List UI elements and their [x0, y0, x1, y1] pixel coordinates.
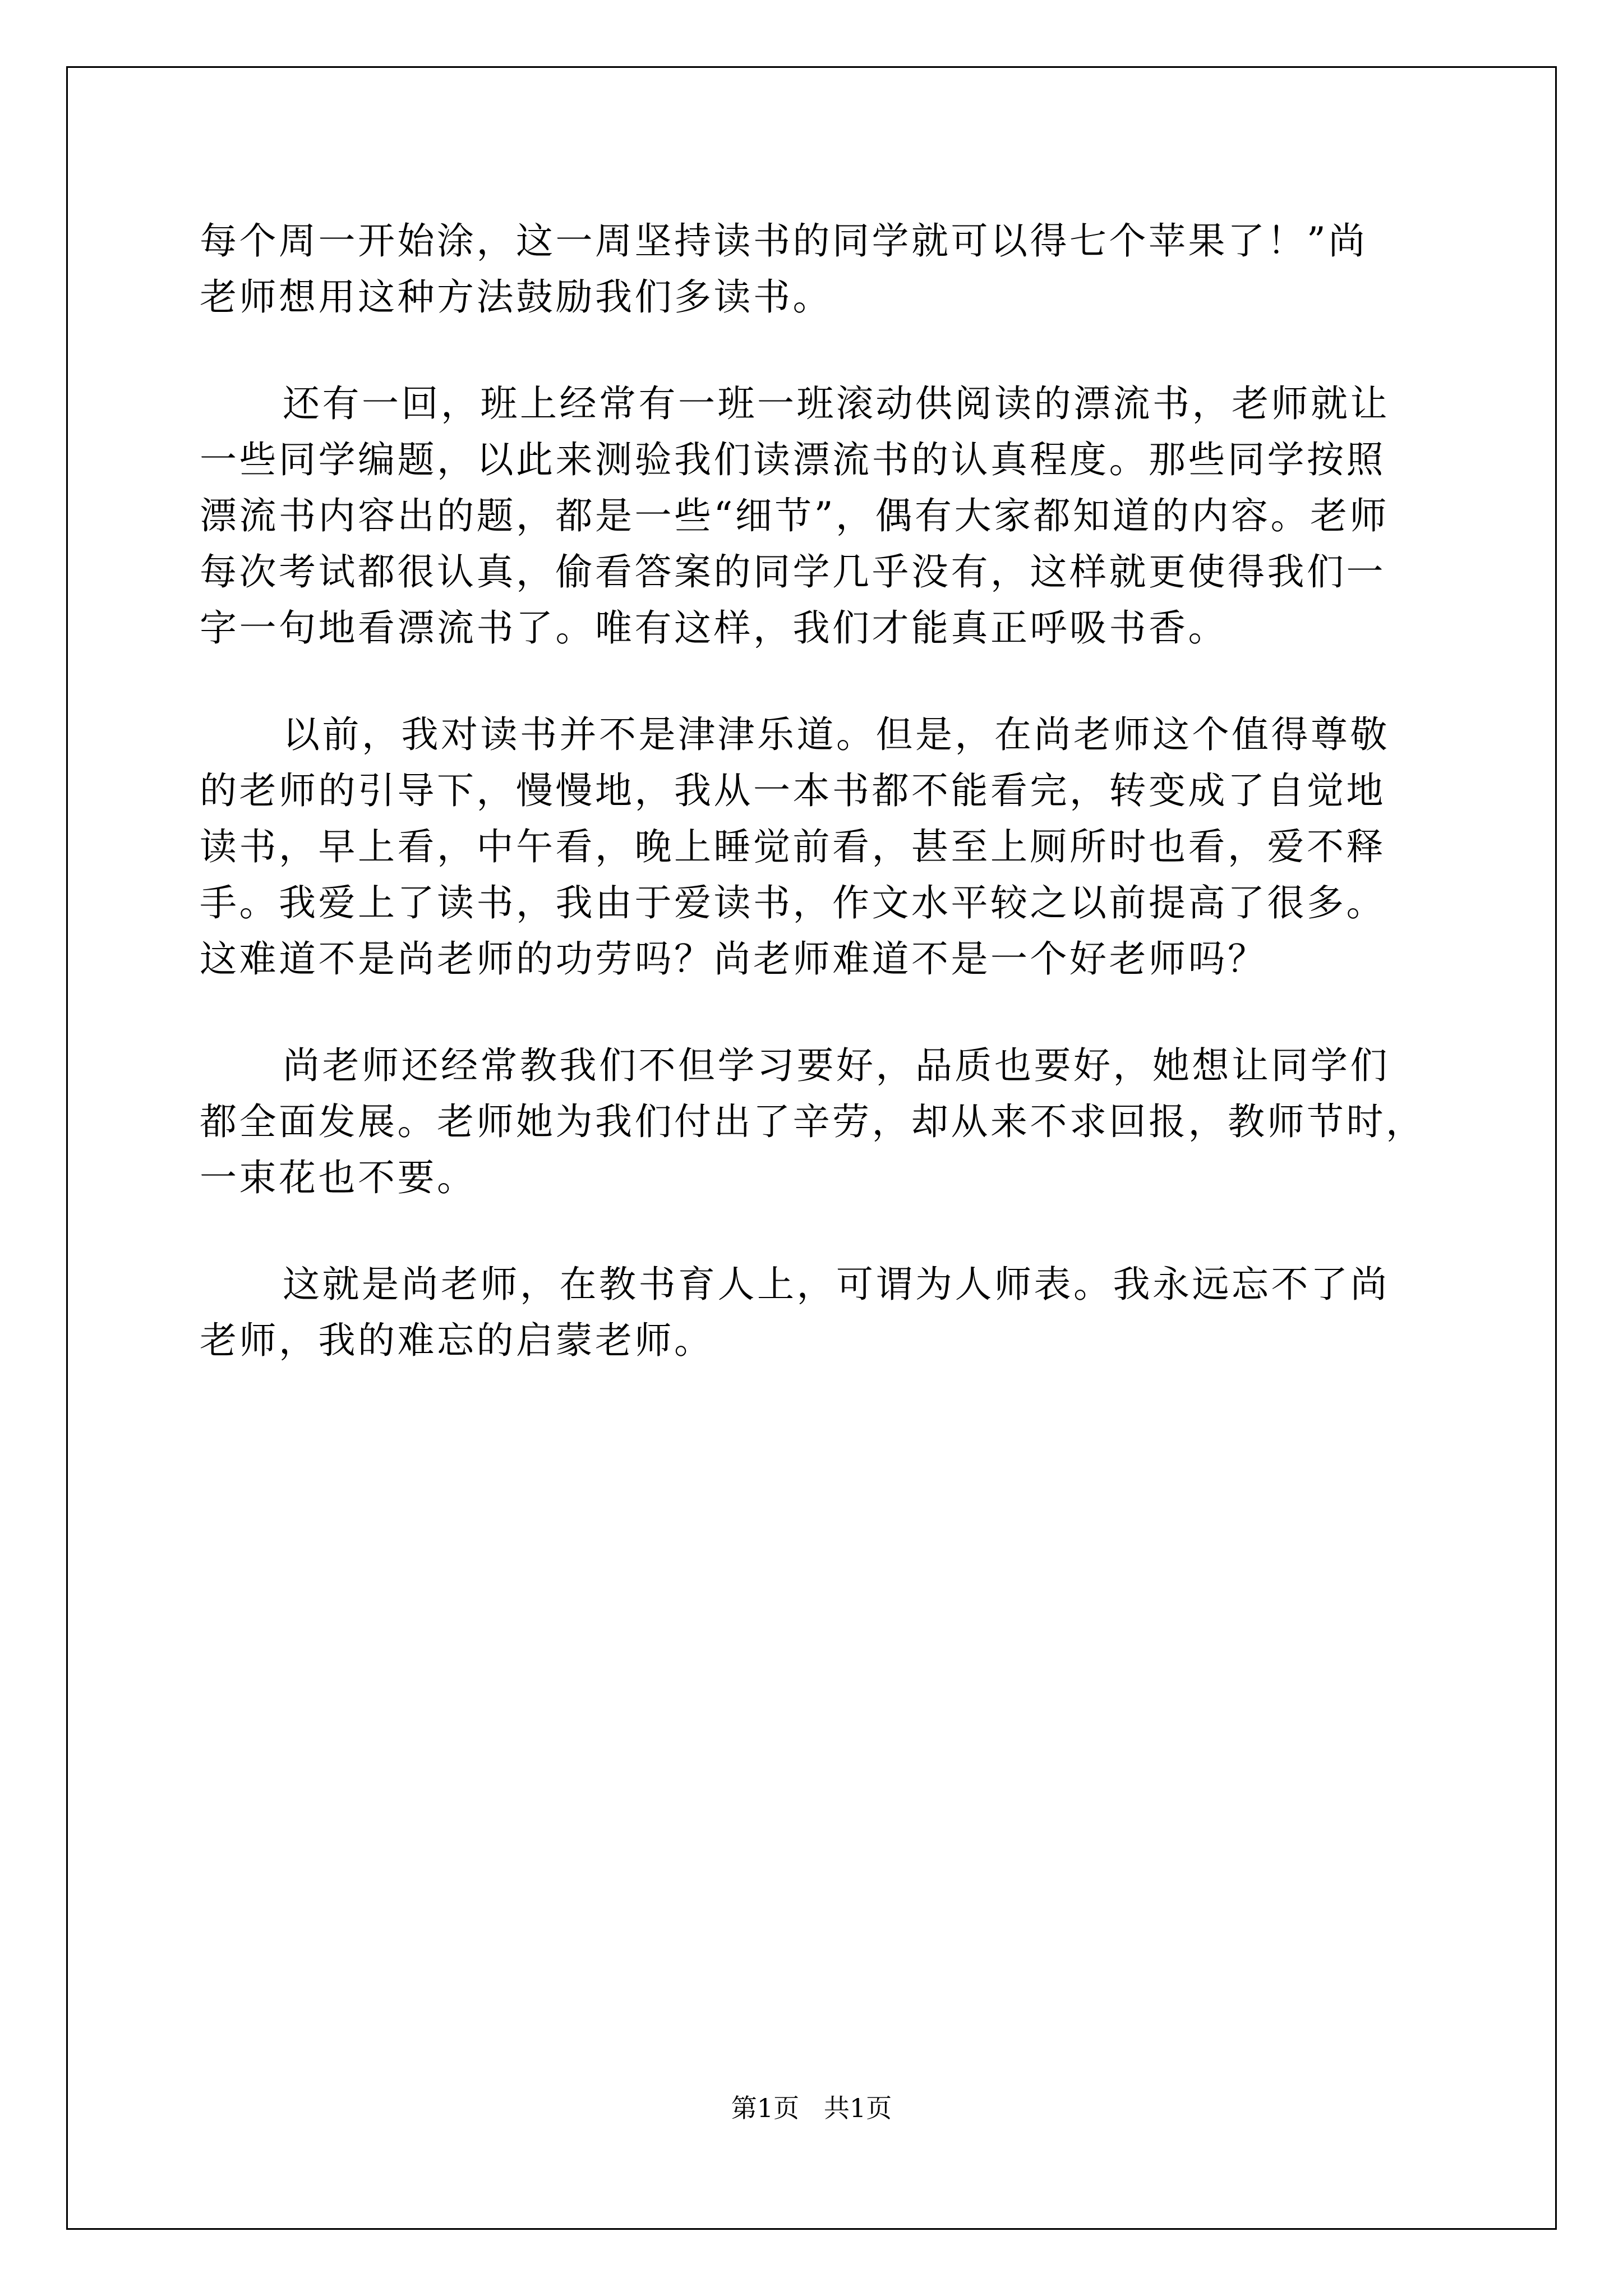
document-body	[200, 213, 1428, 1369]
text-line: 一束花也不要。	[200, 1156, 477, 1199]
text-line: 每个周一开始涂，这一周坚持读书的同学就可以得七个苹果了！”尚	[200, 219, 1368, 263]
text-line: 的老师的引导下，慢慢地，我从一本书都不能看完，转变成了自觉地	[200, 769, 1386, 812]
text-line: 尚老师还经常教我们不但学习要好，品质也要好，她想让同学们	[283, 1044, 1390, 1087]
text-line: 手。我爱上了读书，我由于爱读书，作文水平较之以前提高了很多。	[200, 881, 1386, 924]
text-line: 每次考试都很认真，偷看答案的同学几乎没有，这样就更使得我们一	[200, 550, 1386, 593]
text-line: 这难道不是尚老师的功劳吗？尚老师难道不是一个好老师吗？	[200, 937, 1267, 981]
text-line: 这就是尚老师，在教书育人上，可谓为人师表。我永远忘不了尚	[283, 1263, 1390, 1306]
text-line: 老师想用这种方法鼓励我们多读书。	[200, 275, 832, 319]
paragraph	[200, 707, 1428, 987]
text-line: 一些同学编题，以此来测验我们读漂流书的认真程度。那些同学按照	[200, 438, 1386, 481]
text-line: 字一句地看漂流书了。唯有这样，我们才能真正呼吸书香。	[200, 606, 1228, 650]
paragraph	[200, 1257, 1428, 1369]
text-line: 读书，早上看，中午看，晚上睡觉前看，甚至上厕所时也看，爱不释	[200, 825, 1386, 868]
text-line: 还有一回，班上经常有一班一班滚动供阅读的漂流书，老师就让	[283, 382, 1390, 425]
text-line: 老师，我的难忘的启蒙老师。	[200, 1319, 714, 1362]
text-line: 漂流书内容出的题，都是一些“细节”，偶有大家都知道的内容。老师	[200, 494, 1389, 537]
page-number-footer: 第1页 共1页	[731, 2093, 892, 2123]
paragraph	[200, 1038, 1428, 1206]
paragraph	[200, 376, 1428, 656]
text-line: 都全面发展。老师她为我们付出了辛劳，却从来不求回报，教师节时，	[200, 1100, 1426, 1143]
text-line: 以前，我对读书并不是津津乐道。但是，在尚老师这个值得尊敬	[283, 713, 1390, 756]
paragraph	[200, 213, 1428, 325]
